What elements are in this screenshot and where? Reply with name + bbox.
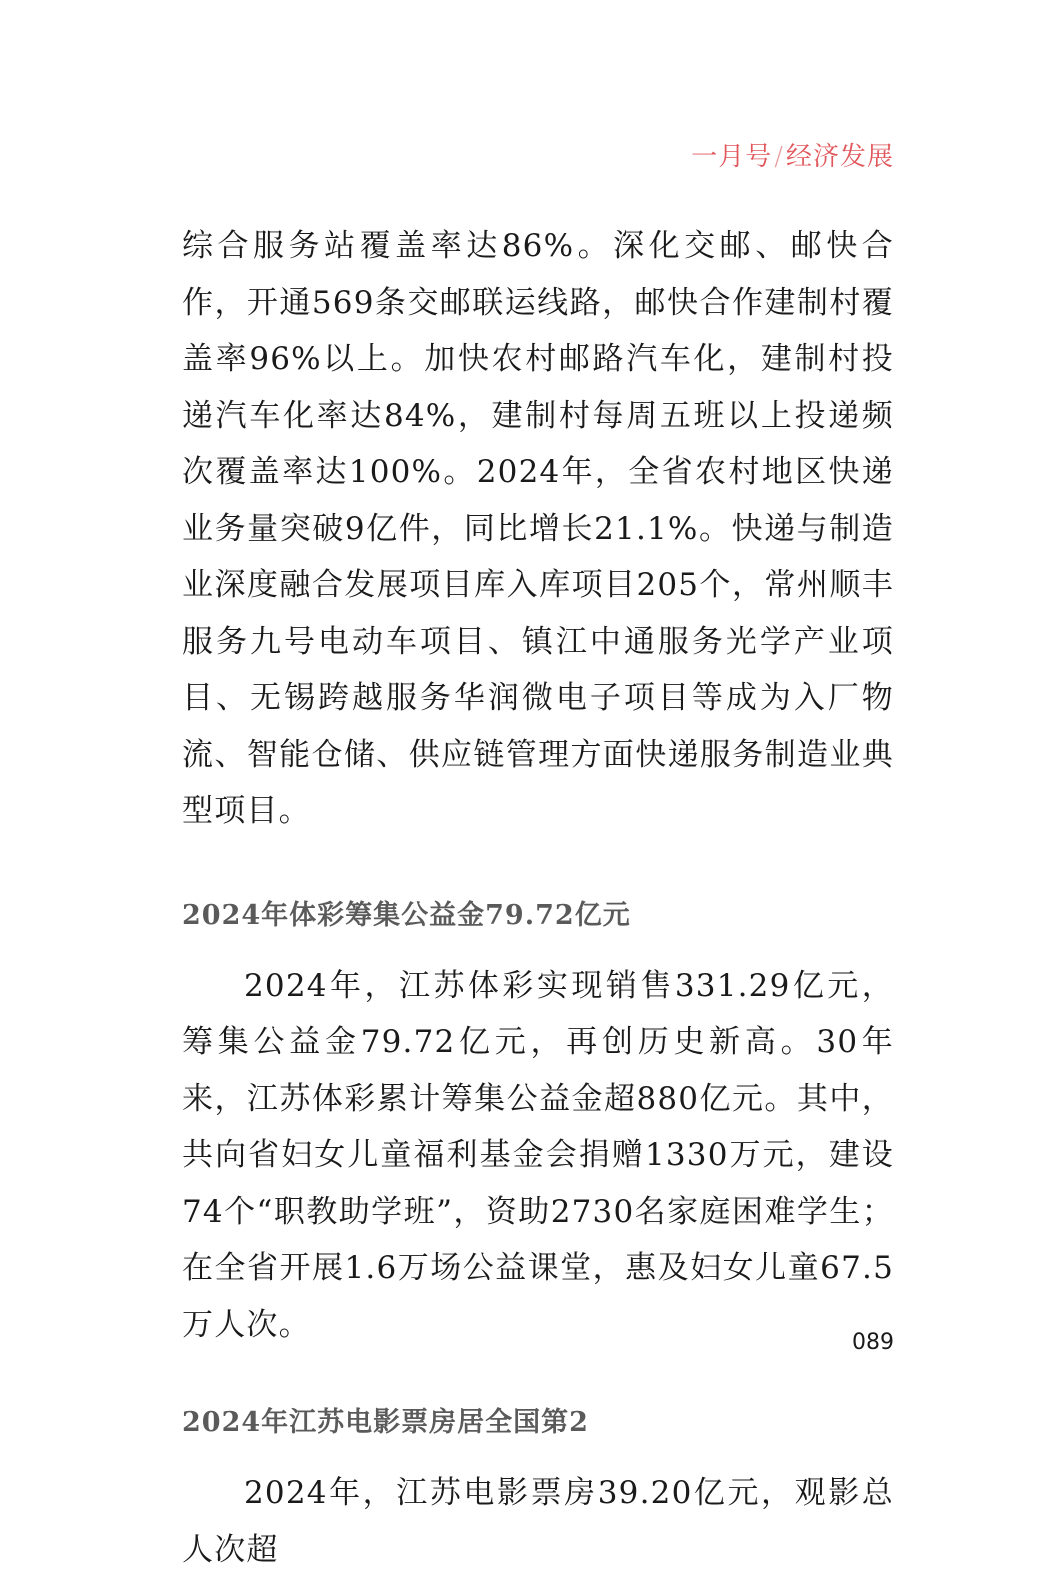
article-body — [182, 218, 894, 1578]
header-issue: 一月号 — [691, 142, 773, 172]
page-number: 089 — [852, 1330, 894, 1355]
paragraph-sports-lottery: 2024年，江苏体彩实现销售331.29亿元，筹集公益金79.72亿元，再创历史新高。30年来，江苏体彩累计筹集公益金超880亿元。其中，共向省妇女儿童福利基金会捐赠1330万元，建设74个“职教助学班”，资助2730名家庭困难学生；在全省开展1.6万场公益课堂，惠及妇女儿童67.5万人次。 — [182, 967, 894, 1343]
header-separator: / — [774, 142, 784, 172]
paragraph-express-delivery: 综合服务站覆盖率达86%。深化交邮、邮快合作，开通569条交邮联运线路，邮快合作建制村覆盖率96%以上。加快农村邮路汽车化，建制村投递汽车化率达84%，建制村每周五班以上投递频次覆盖率达100%。2024年，全省农村地区快递业务量突破9亿件，同比增长21.1%。快递与制造业深度融合发展项目库入库项目205个，常州顺丰服务九号电动车项目、镇江中通服务光学产业项目、无锡跨越服务华润微电子项目等成为入厂物流、智能仓储、供应链管理方面快递服务制造业典型项目。 — [182, 228, 894, 829]
running-header — [691, 136, 894, 173]
section-title-sports-lottery: 2024年体彩筹集公益金79.72亿元 — [182, 899, 631, 931]
paragraph-box-office: 2024年，江苏电影票房39.20亿元，观影总人次超 — [182, 1475, 894, 1568]
section-title-box-office: 2024年江苏电影票房居全国第2 — [182, 1407, 589, 1438]
header-section: 经济发展 — [785, 142, 894, 172]
